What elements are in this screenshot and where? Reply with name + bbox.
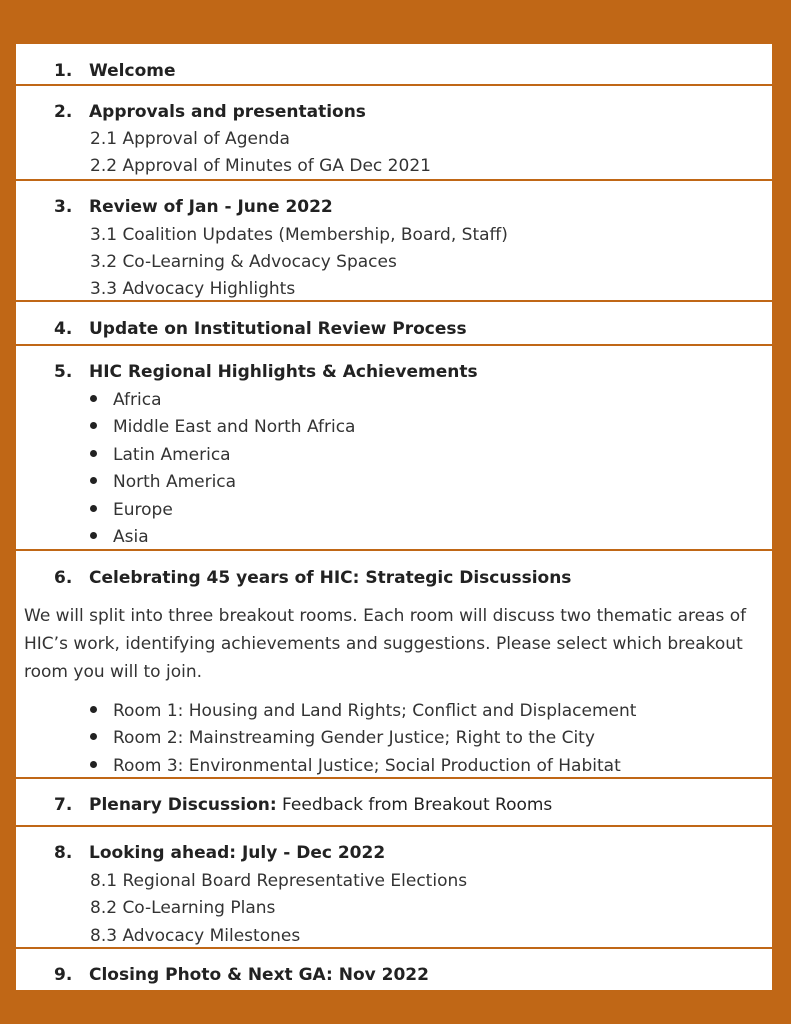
bullet-item bbox=[90, 444, 231, 466]
item-number: 7. bbox=[54, 795, 73, 815]
bullet-dot-icon bbox=[90, 395, 97, 402]
item-number: 4. bbox=[54, 319, 73, 339]
bullet-dot-icon bbox=[90, 422, 97, 429]
region-label: Europe bbox=[113, 500, 173, 520]
agenda-item-9-heading bbox=[54, 964, 429, 986]
item-title: Update on Institutional Review Process bbox=[89, 319, 467, 339]
bullet-item bbox=[90, 727, 595, 749]
bullet-dot-icon bbox=[90, 450, 97, 457]
sub-item: 8.3 Advocacy Milestones bbox=[90, 926, 301, 946]
agenda-item-3-heading bbox=[54, 196, 333, 218]
bullet-item bbox=[90, 471, 236, 493]
breakout-description: We will split into three breakout rooms. Each room will discuss two thematic areas of HIC’s work, identifying achievements and suggestions. Please select which breakout room you will to join. bbox=[24, 606, 747, 682]
bullet-dot-icon bbox=[90, 733, 97, 740]
divider bbox=[16, 300, 772, 302]
sub-item: 8.2 Co-Learning Plans bbox=[90, 898, 276, 918]
bullet-item bbox=[90, 526, 149, 548]
region-label: Latin America bbox=[113, 445, 231, 465]
item-number: 6. bbox=[54, 568, 73, 588]
item-number: 3. bbox=[54, 197, 73, 217]
item-title: Celebrating 45 years of HIC: Strategic Discussions bbox=[89, 568, 572, 588]
sub-item: 3.2 Co-Learning & Advocacy Spaces bbox=[90, 252, 397, 272]
divider bbox=[16, 947, 772, 949]
divider bbox=[16, 549, 772, 551]
agenda-item-4-heading bbox=[54, 318, 467, 340]
bullet-dot-icon bbox=[90, 477, 97, 484]
agenda-item-5-heading bbox=[54, 361, 478, 383]
item-title: HIC Regional Highlights & Achievements bbox=[89, 362, 478, 382]
bullet-item bbox=[90, 499, 173, 521]
divider bbox=[16, 84, 772, 86]
item-title: Closing Photo & Next GA: Nov 2022 bbox=[89, 965, 429, 985]
sub-item: 2.2 Approval of Minutes of GA Dec 2021 bbox=[90, 156, 431, 176]
agenda-item-7-heading bbox=[54, 794, 552, 816]
sub-item: 3.1 Coalition Updates (Membership, Board, Staff) bbox=[90, 225, 508, 245]
bullet-item bbox=[90, 389, 162, 411]
item-title: Looking ahead: July - Dec 2022 bbox=[89, 843, 386, 863]
region-label: North America bbox=[113, 472, 237, 492]
item-title: Plenary Discussion: bbox=[89, 795, 277, 815]
divider bbox=[16, 825, 772, 827]
region-label: Middle East and North Africa bbox=[113, 417, 356, 437]
item-number: 8. bbox=[54, 843, 73, 863]
bullet-dot-icon bbox=[90, 761, 97, 768]
item-title: Review of Jan - June 2022 bbox=[89, 197, 333, 217]
bullet-item bbox=[90, 416, 355, 438]
room-label: Room 2: Mainstreaming Gender Justice; Right to the City bbox=[113, 728, 595, 748]
item-number: 9. bbox=[54, 965, 73, 985]
divider bbox=[16, 344, 772, 346]
sub-item: 8.1 Regional Board Representative Elections bbox=[90, 871, 468, 891]
item-title: Approvals and presentations bbox=[89, 102, 366, 122]
item-number: 1. bbox=[54, 61, 73, 81]
region-label: Asia bbox=[113, 527, 149, 547]
sub-item: 2.1 Approval of Agenda bbox=[90, 129, 290, 149]
divider bbox=[16, 179, 772, 181]
bullet-item bbox=[90, 755, 621, 777]
divider bbox=[16, 777, 772, 779]
bullet-dot-icon bbox=[90, 505, 97, 512]
item-number: 2. bbox=[54, 102, 73, 122]
region-label: Africa bbox=[113, 390, 162, 410]
room-label: Room 3: Environmental Justice; Social Production of Habitat bbox=[113, 756, 621, 776]
agenda-item-1-heading bbox=[54, 60, 176, 82]
item-title: Welcome bbox=[89, 61, 176, 81]
item-number: 5. bbox=[54, 362, 73, 382]
bullet-item bbox=[90, 700, 636, 722]
agenda-item-2-heading bbox=[54, 101, 366, 123]
bullet-dot-icon bbox=[90, 706, 97, 713]
item-detail: Feedback from Breakout Rooms bbox=[276, 795, 553, 815]
sub-item: 3.3 Advocacy Highlights bbox=[90, 279, 296, 299]
agenda-page bbox=[16, 44, 772, 990]
bullet-dot-icon bbox=[90, 532, 97, 539]
room-label: Room 1: Housing and Land Rights; Conflict and Displacement bbox=[113, 701, 637, 721]
agenda-item-8-heading bbox=[54, 842, 385, 864]
agenda-item-6-heading bbox=[54, 567, 571, 589]
